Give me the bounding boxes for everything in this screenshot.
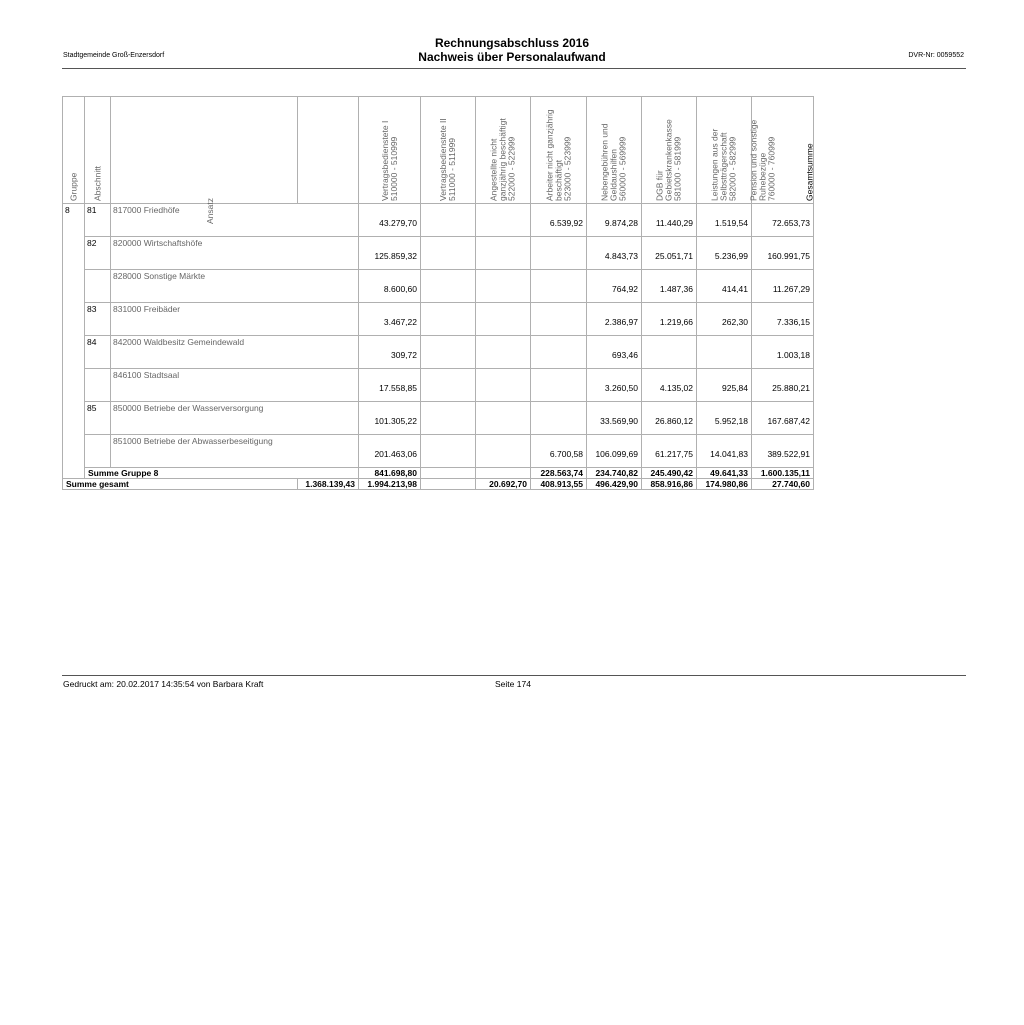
ansatz-label-cell: 817000 Friedhöfe [111,204,359,237]
value-cell-c1: 309,72 [359,336,421,369]
ansatz-label-cell: 851000 Betriebe der Abwasserbeseitigung [111,435,359,468]
sum-cell-total: 1.600.135,11 [752,468,814,479]
value-cell-c5: 764,92 [587,270,642,303]
total-cell-c8: 27.740,60 [752,479,814,490]
value-cell-total: 1.003,18 [752,336,814,369]
value-cell-c6 [642,336,697,369]
column-header-line: beschäftigt [553,159,563,201]
col-pension-total: Pension und sonstige Ruhebezüge 760000 - 760999 Gesamtsumme [752,97,814,204]
gruppe-cell [63,270,85,303]
printed-info: Gedruckt am: 20.02.2017 14:35:54 von Barbara Kraft [63,679,264,689]
value-cell-c7: 925,84 [697,369,752,402]
sum-cell-c4: 228.563,74 [531,468,587,479]
report-subtitle: Nachweis über Personalaufwand [418,50,606,64]
value-cell-c7: 414,41 [697,270,752,303]
value-cell-c1: 101.305,22 [359,402,421,435]
value-cell-c2 [421,336,476,369]
value-cell-c6: 25.051,71 [642,237,697,270]
report-title-block [0,36,1024,64]
footer-divider [62,675,966,676]
value-cell-c6: 26.860,12 [642,402,697,435]
value-cell-c3 [476,270,531,303]
column-header-line: Selbstträgerschaft [718,132,729,201]
table-row [63,435,814,468]
summe-gesamt-row [63,479,814,490]
column-header-line: Gebietskrankenkasse [663,119,674,201]
value-cell-c2 [421,270,476,303]
value-cell-total: 167.687,42 [752,402,814,435]
value-cell-total: 11.267,29 [752,270,814,303]
value-cell-c2 [421,204,476,237]
column-header-line: Pension und sonstige [748,119,759,201]
column-header-line: Ruhebezüge [757,152,768,201]
table-row [63,204,814,237]
column-header-line: 560000 - 569999 [617,136,628,201]
value-cell-c4 [531,369,587,402]
total-cell-c3: 20.692,70 [476,479,531,490]
value-cell-c4 [531,303,587,336]
column-header-line: 581000 - 581999 [672,136,683,201]
report-title: Rechnungsabschluss 2016 [434,36,590,50]
value-cell-c5: 2.386,97 [587,303,642,336]
gruppe-cell [63,303,85,336]
value-cell-c3 [476,303,531,336]
column-header-line: Angestellte nicht [488,138,499,201]
gruppe-cell [63,237,85,270]
table-row [63,303,814,336]
value-cell-total: 72.653,73 [752,204,814,237]
summe-gruppe-row [63,468,814,479]
column-header-row [63,97,814,204]
ansatz-label-cell: 831000 Freibäder [111,303,359,336]
abschnitt-cell: 85 [85,402,111,435]
sum-cell-c6: 245.490,42 [642,468,697,479]
sum-cell-c7: 49.641,33 [697,468,752,479]
value-cell-c1: 43.279,70 [359,204,421,237]
table-row [63,237,814,270]
value-cell-c4: 6.539,92 [531,204,587,237]
value-cell-total: 25.880,21 [752,369,814,402]
total-cell-c6: 858.916,86 [642,479,697,490]
value-cell-c1: 201.463,06 [359,435,421,468]
value-cell-c2 [421,402,476,435]
col-abschnitt: Abschnitt [85,97,111,204]
sum-cell-c3 [476,468,531,479]
value-cell-c7 [697,336,752,369]
total-cell-c5: 496.429,90 [587,479,642,490]
value-cell-c3 [476,435,531,468]
table-row [63,270,814,303]
value-cell-c1: 17.558,85 [359,369,421,402]
value-cell-total: 7.336,15 [752,303,814,336]
value-cell-c6: 4.135,02 [642,369,697,402]
value-cell-c2 [421,369,476,402]
column-header-line: DGB für [654,170,665,201]
header-divider [62,68,966,69]
col-angestellte [476,97,531,204]
total-cell-c2 [421,479,476,490]
value-cell-c2 [421,237,476,270]
ansatz-label-cell: 820000 Wirtschaftshöfe [111,237,359,270]
value-cell-total: 389.522,91 [752,435,814,468]
abschnitt-cell: 82 [85,237,111,270]
value-cell-c5: 3.260,50 [587,369,642,402]
value-cell-c5: 693,46 [587,336,642,369]
value-cell-c7: 5.236,99 [697,237,752,270]
col-dgb [642,97,697,204]
value-cell-c6: 11.440,29 [642,204,697,237]
ansatz-label-cell: 850000 Betriebe der Wasserversorgung [111,402,359,435]
value-cell-c4 [531,270,587,303]
abschnitt-cell: 83 [85,303,111,336]
column-header-line: 523000 - 523999 [562,136,572,201]
value-cell-c4: 6.700,58 [531,435,587,468]
col-leistungen [697,97,752,204]
col-vb1 [359,97,421,204]
gruppe-cell: 8 [63,204,85,237]
ansatz-label-cell: 828000 Sonstige Märkte [111,270,359,303]
table-row [63,369,814,402]
value-cell-c7: 5.952,18 [697,402,752,435]
value-cell-c3 [476,336,531,369]
ansatz-label-cell: 842000 Waldbesitz Gemeindewald [111,336,359,369]
gruppe-cell [63,468,85,479]
gruppe-cell [63,336,85,369]
value-cell-c3 [476,237,531,270]
value-cell-c6: 61.217,75 [642,435,697,468]
value-cell-c4 [531,237,587,270]
column-header-line: 511000 - 511999 [447,137,457,201]
column-header-line: Leistungen aus der [709,128,720,201]
sum-cell-c2 [421,468,476,479]
value-cell-total: 160.991,75 [752,237,814,270]
total-cell-c1: 1.994.213,98 [359,479,421,490]
value-cell-c3 [476,369,531,402]
abschnitt-cell: 81 [85,204,111,237]
gruppe-cell [63,402,85,435]
abschnitt-cell [85,270,111,303]
col-empty [298,97,359,204]
abschnitt-cell: 84 [85,336,111,369]
column-header-line: ganzjährig beschäftigt [497,118,508,201]
value-cell-c1: 3.467,22 [359,303,421,336]
personnel-expense-table [62,96,814,490]
value-cell-c2 [421,435,476,468]
column-header-line: Vertragsbedienstete II [438,118,448,201]
value-cell-c7: 1.519,54 [697,204,752,237]
dvr-number: DVR-Nr: 0059552 [908,52,964,59]
page-number: Seite 174 [495,679,531,689]
value-cell-c4 [531,336,587,369]
col-vb2 [421,97,476,204]
table-row [63,336,814,369]
value-cell-c6: 1.487,36 [642,270,697,303]
column-header-line: Nebengebühren und [599,123,610,201]
value-cell-c7: 14.041,83 [697,435,752,468]
value-cell-c5: 4.843,73 [587,237,642,270]
column-header-line: Vertragsbedienstete I [379,120,390,201]
total-cell-c7: 174.980,86 [697,479,752,490]
value-cell-c1: 8.600,60 [359,270,421,303]
value-cell-c4 [531,402,587,435]
total-cell-c0: 1.368.139,43 [298,479,359,490]
summe-gruppe-label: Summe Gruppe 8 [85,468,359,479]
column-header-line: 522000 - 522999 [506,136,517,201]
column-header-line: 510000 - 510999 [388,136,399,201]
ansatz-label-cell: 846100 Stadtsaal [111,369,359,402]
value-cell-c1: 125.859,32 [359,237,421,270]
col-gruppe: Gruppe [63,97,85,204]
col-nebengebuehren [587,97,642,204]
value-cell-c3 [476,204,531,237]
abschnitt-cell [85,435,111,468]
column-header-line: Arbeiter nicht ganzjährig [544,109,554,201]
value-cell-c7: 262,30 [697,303,752,336]
value-cell-c5: 9.874,28 [587,204,642,237]
sum-cell-c1: 841.698,80 [359,468,421,479]
value-cell-c5: 106.099,69 [587,435,642,468]
municipality-name: Stadtgemeinde Groß-Enzersdorf [63,52,165,59]
summe-gesamt-label: Summe gesamt [63,479,298,490]
table-row [63,402,814,435]
ansatz-label: Ansatz [205,198,215,224]
column-header-line: Geldaushilfen [608,149,619,201]
col-arbeiter [531,97,587,204]
total-cell-c4: 408.913,55 [531,479,587,490]
abschnitt-cell [85,369,111,402]
value-cell-c3 [476,402,531,435]
gruppe-cell [63,369,85,402]
gruppe-cell [63,435,85,468]
column-header-line: 760000 - 760999 [766,136,777,201]
sum-cell-c5: 234.740,82 [587,468,642,479]
value-cell-c5: 33.569,90 [587,402,642,435]
value-cell-c2 [421,303,476,336]
col-ansatz [111,97,298,204]
value-cell-c6: 1.219,66 [642,303,697,336]
column-header-line: 582000 - 582999 [727,136,738,201]
